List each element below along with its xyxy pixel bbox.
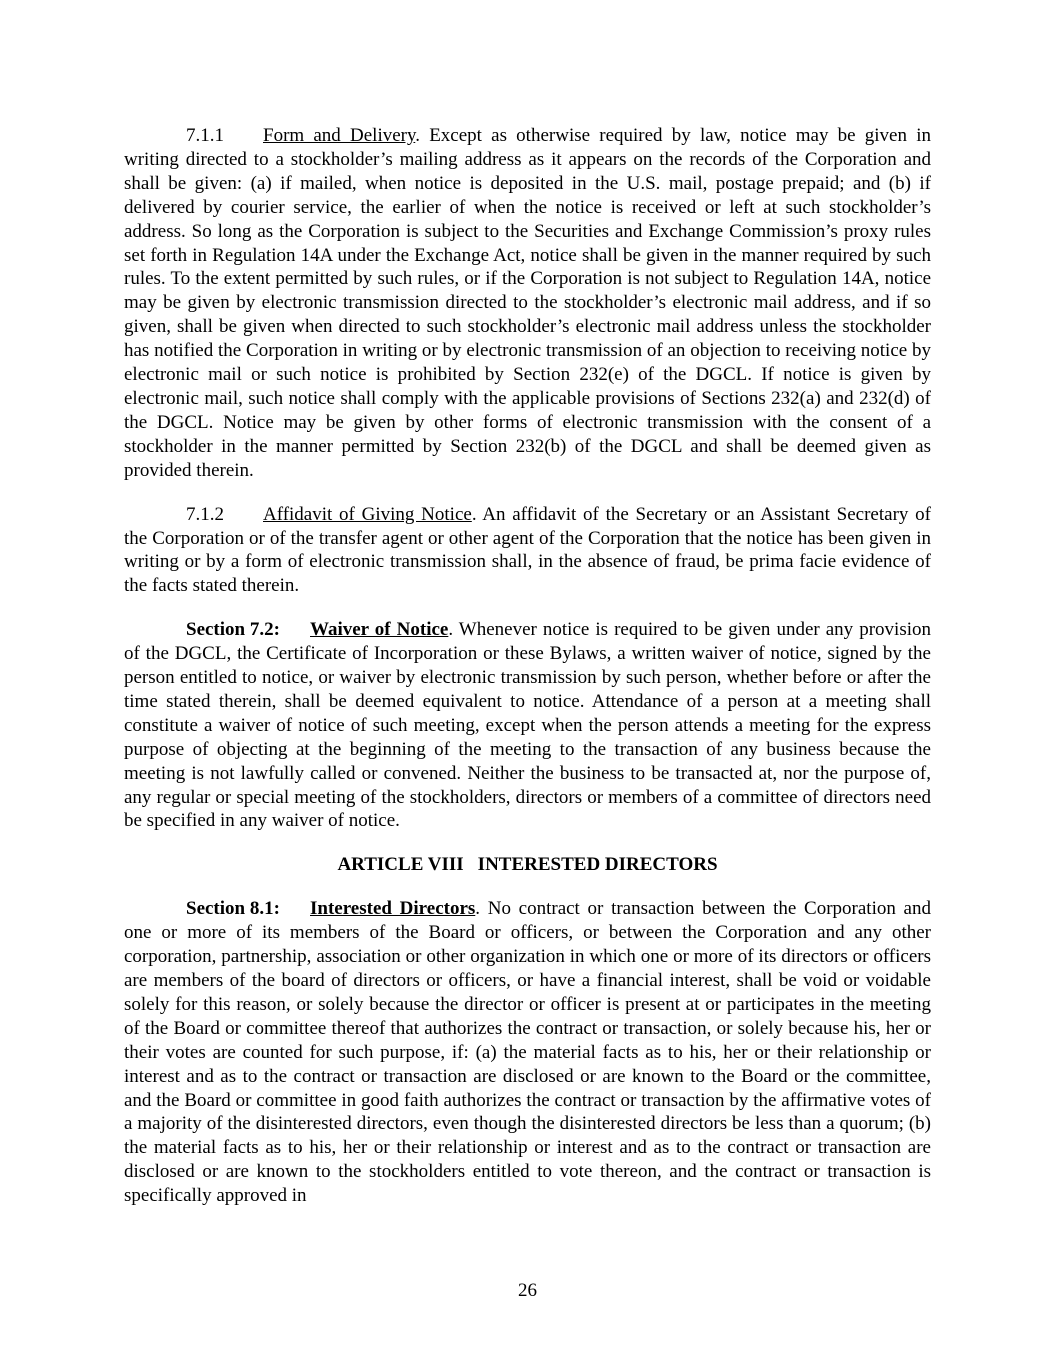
section-body: . No contract or transaction between the Corporation and one or more of its members of the Board or officers, or between the Corporation and any other corporation, partnership, association or other organization in which one or more of its directors or officers are members of the board of directors or officers, or have a financial interest, shall be void or voidable solely for this reason, or solely because the director or officer is present at or participates in the meeting of the Board or committee thereof that authorizes the contract or transaction, or solely because his, her or their votes are counted for such purpose, if: (a) the material facts as to his, her or their relationship or interest and as to the contract or transaction are disclosed or are known to the Board or the committee, and the Board or committee in good faith authorizes the contract or transaction by the affirmative votes of a majority of the disinterested directors, even though the disinterested directors be less than a quorum; (b) the material facts as to his, her or their relationship or interest and as to the contract or transaction are disclosed or are known to the stockholders entitled to vote thereon, and the contract or transaction is specifically approved in: [124, 898, 931, 1207]
article-number: ARTICLE VIII: [337, 854, 464, 876]
paragraph-number: 7.1.1: [186, 125, 224, 146]
paragraph-body: . An affidavit of the Secretary or an Assistant Secretary of the Corporation or of the transfer agent or other agent of the Corporation that the notice has been given in writing or by a form of electronic transmission shall, in the absence of fraud, be prima facie evidence of the facts stated therein.: [124, 503, 931, 597]
document-page: [124, 124, 931, 1228]
section-heading: Interested Directors: [310, 898, 476, 920]
paragraph-7-1-2: [124, 503, 931, 599]
section-label: Section 8.1:: [186, 898, 280, 920]
paragraph-body: . Except as otherwise required by law, notice may be given in writing directed to a stockholder’s mailing address as it appears on the records of the Corporation and shall be given: (a) if mailed, when notice is deposited in the U.S. mail, postage prepaid; and (b) if delivered by courier service, the earlier of when the notice is received or left at such stockholder’s address. So long as the Corporation is subject to the Securities and Exchange Commission’s proxy rules set forth in Regulation 14A under the Exchange Act, notice shall be given in the manner required by such rules. To the extent permitted by such rules, or if the Corporation is not subject to Regulation 14A, notice may be given by electronic transmission directed to the stockholder’s electronic mail address, and if so given, shall be given when directed to such stockholder’s electronic mail address unless the stockholder has notified the Corporation in writing or by electronic transmission of an objection to receiving notice by electronic mail or such notice is prohibited by Section 232(e) of the DGCL. If notice is given by electronic mail, such notice shall comply with the applicable provisions of Sections 232(a) and 232(d) of the DGCL. Notice may be given by other forms of electronic transmission with the consent of a stockholder in the manner permitted by Section 232(b) of the DGCL and shall be deemed given as provided therein.: [124, 125, 931, 481]
section-8-1: [124, 897, 931, 1208]
paragraph-7-1-1: [124, 124, 931, 483]
section-7-2: [124, 618, 931, 833]
article-title: INTERESTED DIRECTORS: [477, 854, 718, 876]
section-body: . Whenever notice is required to be given under any provision of the DGCL, the Certificate of Incorporation or these Bylaws, a written waiver of notice, signed by the person entitled to notice, or waiver by electronic transmission by such person, whether before or after the time stated therein, shall be deemed equivalent to notice. Attendance of a person at a meeting shall constitute a waiver of notice of such meeting, except when the person attends a meeting for the express purpose of objecting at the beginning of the meeting to the transaction of any business because the meeting is not lawfully called or convened. Neither the business to be transacted at, nor the purpose of, any regular or special meeting of the stockholders, directors or members of a committee of directors need be specified in any waiver of notice.: [124, 619, 931, 832]
article-heading: [124, 853, 931, 877]
paragraph-number: 7.1.2: [186, 503, 224, 525]
paragraph-heading: Form and Delivery: [263, 125, 416, 146]
section-label: Section 7.2:: [186, 619, 280, 641]
paragraph-heading: Affidavit of Giving Notice: [263, 503, 472, 525]
page-number: 26: [518, 1280, 537, 1301]
section-heading: Waiver of Notice: [310, 619, 449, 641]
